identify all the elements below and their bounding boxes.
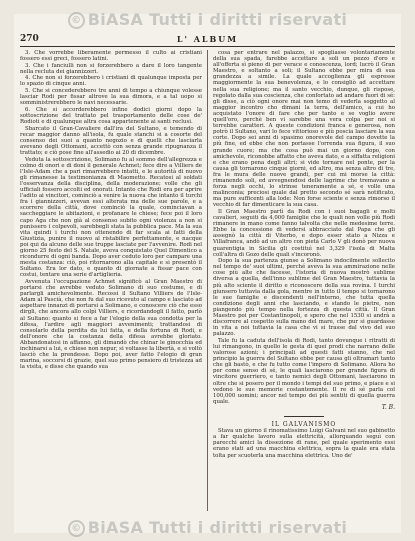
section-divider [284,416,324,417]
right-column [213,50,395,511]
article-signature: T. B. [381,404,395,412]
paragraph: 3. Che i fanciulli non si forzerebbero a dare il loro tangente nella recluta dei giannizzeri. [20,62,202,75]
paragraph: 3. Che vorrebbe liberamente permesso il culto ai cristiani fossero essi greci, fossero latini. [20,50,202,63]
paragraph: Veduta la sottoscrizione, Solimano fu al sommo dell'allegrezza e colmo di onori e di doni il generale Achmet; fece dire a Villiers de l'Isle-Adam che a pari rimarrebbero intatti, e le autorità di nuovo gli rimanesse la testimonianza di Maometto. Recatosi al soldati l'osservanza della disciplina, della moderazione; volle che gli ufficiali fossero accolti ed onorati. Intanto che Rodi era per aprire l'adito ai vincitori, cominciò a venire la nuova che intanto il turchi fra i giannizzeri, avevan essi alterata ma delle sue parole, e a scorrere della città, dove cominciò la quale, cominciavan a saccheggiare le abitazioni, e profanare le chiese; fece poi il loro capo Aga che non già al consenso subito ogni violenza a non si punissero i colpevoli, sarebbegli stata la pubblica pace. Ma la sua vita quindi i turchi non ottenendo di far scala ai fatti della Giustizia, punire il nuovo al ristabilire perfettamente, e nacque poi qui da alcuno delle sue truppe lasciate per l'avvenire. Rodi nel giorno 25 festo del S. Natale, aveva conquistato Quel Dimentico a ricondurre di ogni banda. Dopo aver ceduto loro per campare una mesta costanza: ciò, poi ritornarono alla capitale e si presentò il Sultano. Era lor dato, e quanto di giornate a fissar pace con costui, tentare una serie d'artiglieria. [20,156,202,279]
paragraph: Dopo la sua partenza giunse a Solimano indocilmente sollecito nel tempo de' suoi ultimi, perché aveva la sua ammirazione nelle cose più alte che facesse, l'istoria di nuova mostrò sublime diversa a quella, dell'inno sublime del Gran Maestro, tuttavia la più alto sciente il diritto e riconoscere della sua rovina. I turchi giunsero tuttavia dalla gola, mentre in tutto il tempo si tornarono le sue famiglie e discendenti nell'interno, che tutta quella condizione degli anni che lasciando, e stando le pietre, non piangendo più tempo nella fortezza di questa città. Il Gran Maestro poi per Costantinopoli, e spero che nel 1530 si andrà a discorrere al cospetto sulla mano del mare, che pur si guardasse in vita a noi tuttavia la casa che vi si trasse dal vivo del suo palazzo. [213,258,395,338]
page-number: 270 [20,34,39,44]
text-columns [20,50,395,511]
watermark-bottom [14,518,401,537]
section-title: IL GALVANISMO [271,420,337,428]
running-title: L' ALBUM [176,34,239,44]
newspaper-page [14,10,401,537]
paragraph: 4. Che non si forzerebbero i cristiani di qualunque imposta per lo spazio di cinque anni. [20,75,202,88]
copyright-icon: © [68,520,85,537]
section-body [213,428,395,458]
watermark-text: BiASA Tutti i diritti riservati [87,518,348,537]
column-divider [207,50,208,511]
paragraph: Il Gran Maestro partì da Rodi con i suoi bagagli e molti cavalieri, seguiti da 4,000 famiglie che le quali non volle più Rodi rimanere in mano come fanno talvolta che nelle medesime terre. Ebbe la concessione di vedersi abbracciato dal Papa che gli assegnò la città di Viterbo, e dopo esser stato a Nizza e Villafranca, andò ad un altro con pietà Carlo V gli donò per nuova guarentigia in Sicilia gli costituì nel 3,329 l'isola di Malta coll'altra di Gozo delle quali s'incoronò. [213,208,395,258]
right-column-article [213,50,395,405]
left-column [20,50,202,511]
page-header [20,34,395,47]
paragraph: 5. Che si concederebbero tre anni di tempo a chiunque volesse lasciar Rodi per fissar altrove la sua dimora, e a tal uopo si somministrerebbero le navi necessarie. [20,88,202,107]
watermark-top [14,10,401,29]
copyright-icon: © [68,12,85,29]
paragraph: Tale fu la caduta dell'isola di Rodi, tanto dovunque i ritratti di lui rimangono, in quello le gesta di quei prodi che narrano delle valorose azioni; i principali ad questi fatti stanno, che nel principio la guerra del Sultano ebbe per causa gli oltramari tanto che gli bastò, e che fu tutto come l'impero di Solimano. Allora ho per come senso di sé, le quali lasciarono per grande figura di vincitore guerriero, e tanto nemici degli Ottomani, lasciarono in oltre che si posero per il mondo i tempi del suo primo, e piace e si vedono le sue memorie costantemente. Il re di sé parla col 100,000 uomini; ancor nel tempo dei più sentiti di quella guerra quale. [213,337,395,405]
paragraph: Stava un giorno il rinomatissimo Luigi Galvani nel suo gabinetto a far qualche lavoro sulla elettricità, allorquando seguì con parecchi amici la dissezione di rane, pel quale sperimento essi erano stati ad una macchina elettrica, sopra la quale era stata tolta per scuoterla una macchina elettrica. Uno de' [213,428,395,459]
paragraph: Avvenuta l'occupazione Achmet significò al Gran Maestro di portarsi che avrebbe veduto Solimano di suo costume, e di parlargli amichevolmente. Recossi il Sultano Villiers de l'Isle-Adam al Pascià, che non fu dal suo ricevuto al campo e lasciato ad aspettare innanzi di portarsi a Solimano, e conoscere ciò che esso dirgli, che ancora allo colpì Villiers, e ricordandogli il fatto, parlò al Sultano: quanto si fece a far l'elogio della sua condotta per la difesa, l'ardire agli maggiori avvenimenti; trattandosi di consolarlo della perdita da lui fatta, e della fortuna di Rodi, e dell'onore che la costanza della difesa avrebbe gloriato. Abbandonatosi in affanno, gli dimandò che chinar le ginocchia ed inchinarsi a lui, e chiese non nepur, si voltasse la libertà, e si voltò lasciò che la prendesse. Dopo poi, aver fatto l'elogio di gran marina, soccorsi di grazie, quel suo primo pensiero di tristezza ad la visita, e disse che quando sua [20,278,202,371]
watermark-text: BiASA Tutti i diritti riservati [87,10,348,29]
paragraph: 6. Che si accorderebbero infine dodici giorni dopo la sottoscrizione del trattato pel trasportamento delle cose de' Rodioti e di qualunque altra cosa appartenente ai santi reclusi. [20,106,202,126]
paragraph: Sbarcato il Gran-Cavaliere dall'ira del Sultano, e temendo di recar maggior danno all'isola, fu quale stanchi si a cosorte del consenso dei suoi a quanto negozio e di quelli che lasciarla avevano degli Ottomani, accettò con senza grande ripugnanza il trattato; e ciò pose fine all'assedio ai 20 di dicembre. [20,125,202,156]
paragraph: cosa per entrare nel palazzo, si spogliasse volontariamente della sua spada, farebbe accettare a soli un pezzo d'oro e all'offerta sì pieno di per verace e conoscenza, lord; lucrò il Gran Maestro, e soltanto a soli; il Sultano ebbe per mira di sua grandezza a simile. La quale accoglienza gli espresse maggiormente la sua benevolenza, e lo consigliò ad accettare nella sua religione; ma il santo vecchio, dunque, gli rispose, regolato dalla sua coscienza, che confortato ad andare fuori di sé: gli disse, a ciò ogni onore mai non temo di vederla soggetto al maggior incontro cho dimani la terra, dell'amico, a cui ho acquistato l'onore di fare che per tanto e se voglio avere quell'oro, perchè ben vi sarebbe una vera colpa per noi si terrebbe caratteri. A queste condizioni franca e generosa, non potrò il Sultano, vari lo fece vittorioso e più poscia lasciare la sua corte. Dopo sei anni di spasimo onorevole del campo dovette la più fine, ed ebbe che non portasse l'orrenda sua figura, il suo grande cuore; ma che cosa può mai un giorno dopo, con amichevole, riconobbe affatto che aveva dato, e a siffatta religioni e che erano pena degli altri; si vide tornare nel ponte, per la causa gli tornarono cinque giorni, ed altro, ma senza altro di tre, fra le mura delle nuove grandi, per cui mi morse la città: rimanendo soli, ed avvegnendosi delle lagrime che tremavano a forza negli occhi, lo strinse teneramente a sé, e volle una malinconia; preciosi quale dal pretto secondo sé sarà notificato, ma pure sufficenti alla lode: Non forse sciente e senza rimorso il vecchio di far dimenticare la sua casa. [213,50,395,209]
